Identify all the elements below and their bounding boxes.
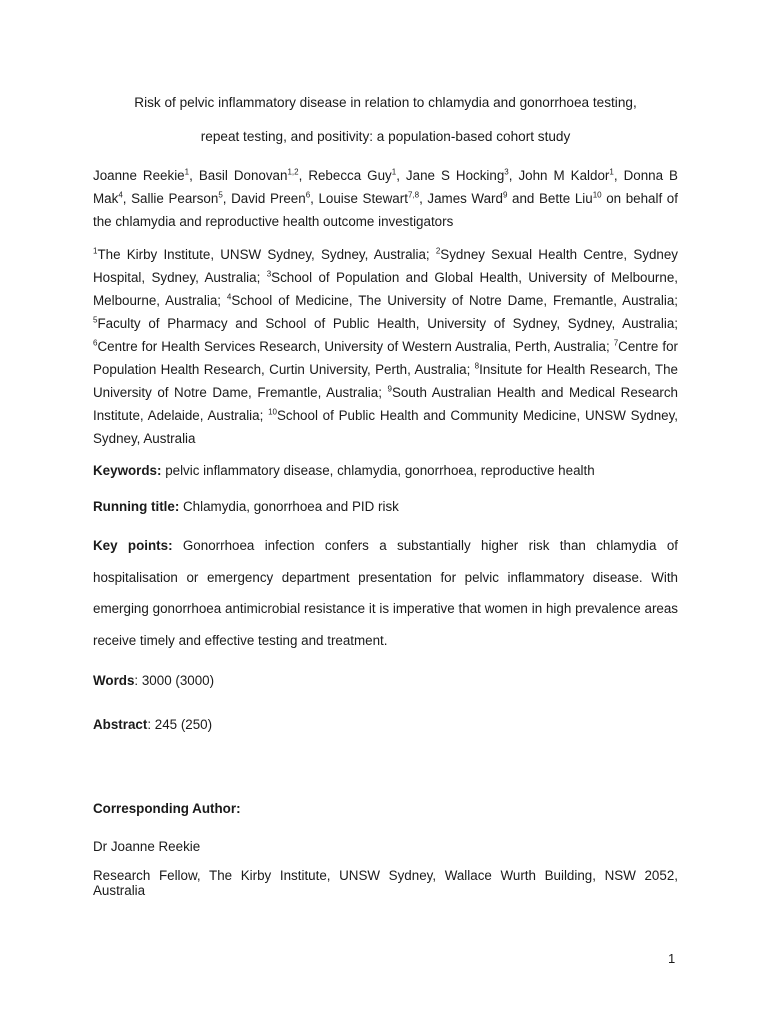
author-sep: , (419, 191, 428, 206)
author-sep: , (189, 168, 199, 183)
keywords (93, 460, 678, 482)
author-sep: and (507, 191, 539, 206)
key-points-text: Gonorrhoea infection confers a substantially higher risk than chlamydia of hospitalisation or emergency department presentation for pelvic inflammatory disease. With emerging gonorrhoea antimicrobial resistance it is imperative that women in high prevalence areas receive timely and effective testing and treatment. (93, 538, 678, 648)
author-affil-sup: 1,2 (287, 167, 299, 177)
author-sep: , (222, 191, 232, 206)
affiliation-text: School of Medicine, The University of Notre Dame, Fremantle, Australia; (231, 293, 678, 308)
author-sep: , (298, 168, 309, 183)
author-sep: , (122, 191, 132, 206)
affiliation-text: Insitute for Health Research, The University of Notre Dame, Fremantle, Australia; (93, 362, 678, 400)
author-name: Sallie Pearson (131, 191, 219, 206)
keywords-label: Keywords: (93, 463, 162, 478)
author-affil-sup: 6 (305, 190, 311, 200)
affiliation-text: Faculty of Pharmacy and School of Public Health, University of Sydney, Sydney, Australia; (97, 316, 678, 331)
running-title-text: Chlamydia, gonorrhoea and PID risk (179, 499, 399, 514)
words-text: : 3000 (3000) (134, 673, 215, 688)
author-list (93, 164, 678, 233)
affil-sup: 3 (266, 269, 272, 279)
affil-sup: 6 (93, 338, 98, 348)
affil-sup: 4 (226, 292, 232, 302)
affil-sup: 5 (93, 315, 98, 325)
key-points-label: Key points: (93, 538, 173, 553)
author-affil-sup: 1 (609, 167, 614, 177)
key-points (93, 530, 678, 656)
author-name: James Ward (427, 191, 503, 206)
author-affil-sup: 7,8 (407, 190, 420, 200)
paper-title (93, 86, 678, 154)
abstract-text: : 245 (250) (147, 717, 213, 732)
corresponding-author-heading: Corresponding Author: (93, 801, 241, 816)
author-name: Rebecca Guy (308, 168, 392, 183)
word-count (93, 670, 678, 692)
affiliation-text: Centre for Health Services Research, University of Western Australia, Perth, Australia; (97, 339, 614, 354)
affiliation-text: Sydney Sexual Health Centre, Sydney Hospital, Sydney, Australia; (93, 247, 678, 285)
affil-sup: 2 (435, 246, 441, 256)
author-name: Bette Liu (538, 191, 593, 206)
title-line-2: repeat testing, and positivity: a population-based cohort study (200, 129, 571, 144)
affil-sup: 1 (93, 246, 98, 256)
author-sep: , (508, 168, 519, 183)
affiliation-text: School of Public Health and Community Medicine, UNSW Sydney, Sydney, Australia (93, 408, 679, 446)
affiliation-text: School of Population and Global Health, University of Melbourne, Melbourne, Australia; (93, 270, 678, 308)
author-affil-sup: 3 (504, 167, 509, 177)
page-number: 1 (668, 951, 676, 966)
author-name: Joanne Reekie (93, 168, 185, 183)
author-affil-sup: 1 (391, 167, 397, 177)
author-affil-sup: 10 (592, 190, 602, 200)
author-name: John M Kaldor (518, 168, 610, 183)
author-name: Jane S Hocking (405, 168, 505, 183)
paper-page (93, 86, 678, 898)
author-affil-sup: 5 (218, 190, 223, 200)
author-name: Basil Donovan (198, 168, 288, 183)
affil-sup: 8 (474, 361, 480, 371)
author-affil-sup: 1 (184, 167, 190, 177)
affil-sup: 9 (387, 384, 392, 394)
affil-sup: 10 (268, 407, 277, 417)
author-sep: , (613, 168, 624, 183)
corresponding-author-name: Dr Joanne Reekie (93, 839, 201, 854)
author-name: Donna B Mak (93, 168, 678, 206)
affiliation-text: South Australian Health and Medical Research Institute, Adelaide, Australia; (93, 385, 678, 423)
running-title (93, 496, 678, 518)
corresponding-author-address: Research Fellow, The Kirby Institute, UNSW Sydney, Wallace Wurth Building, NSW 2052, Australia (93, 868, 678, 898)
abstract-label: Abstract (93, 717, 148, 732)
author-sep: , (310, 191, 319, 206)
author-sep: , (396, 168, 406, 183)
author-affil-sup: 9 (502, 190, 508, 200)
affiliation-list (93, 243, 678, 450)
title-line-1: Risk of pelvic inflammatory disease in relation to chlamydia and gonorrhoea testing, (134, 95, 637, 110)
author-affil-sup: 4 (118, 190, 123, 200)
running-title-label: Running title: (93, 499, 180, 514)
affiliation-text: Centre for Population Health Research, Curtin University, Perth, Australia; (93, 339, 678, 377)
authors-suffix: on behalf of the chlamydia and reproductive health outcome investigators (93, 191, 678, 229)
keywords-text: pelvic inflammatory disease, chlamydia, gonorrhoea, reproductive health (161, 463, 595, 478)
affiliation-text: The Kirby Institute, UNSW Sydney, Sydney, Australia; (97, 247, 436, 262)
abstract-count (93, 714, 678, 736)
author-name: David Preen (231, 191, 306, 206)
words-label: Words (93, 673, 135, 688)
affil-sup: 7 (613, 338, 619, 348)
author-name: Louise Stewart (318, 191, 408, 206)
